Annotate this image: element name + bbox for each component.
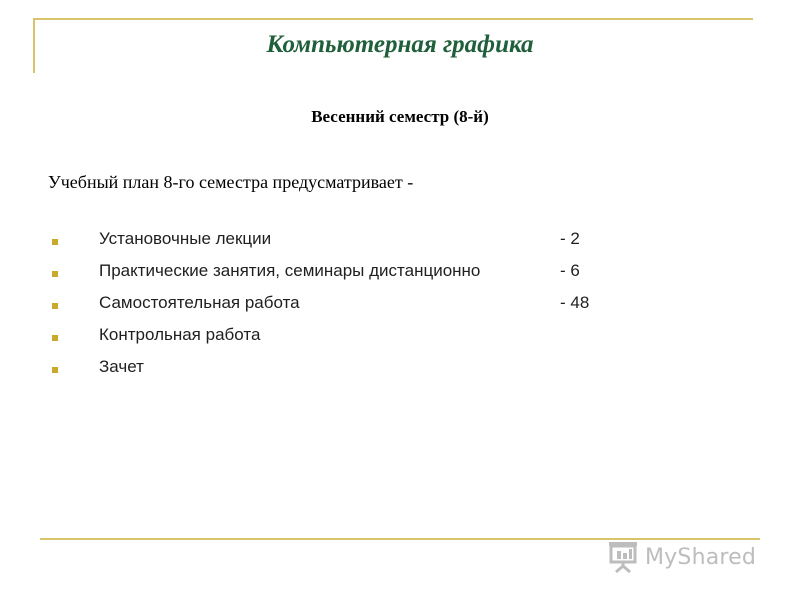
item-value: - 6	[560, 261, 580, 280]
item-value: - 48	[560, 293, 590, 312]
list-item	[48, 229, 648, 261]
bullet-icon	[52, 335, 58, 341]
list-item	[48, 293, 648, 325]
watermark-text: MyShared	[645, 544, 757, 570]
bullet-icon	[52, 367, 58, 373]
curriculum-list	[48, 229, 648, 389]
watermark-logo[interactable]	[607, 537, 767, 577]
bullet-icon	[52, 271, 58, 277]
item-label: Практические занятия, семинары дистанционно	[99, 261, 481, 280]
slide-title: Компьютерная графика	[266, 31, 534, 58]
top-divider	[33, 18, 753, 20]
bullet-icon	[52, 303, 58, 309]
intro-text: Учебный план 8-го семестра предусматривает -	[48, 172, 414, 192]
list-item	[48, 325, 648, 357]
item-label: Самостоятельная работа	[99, 293, 300, 312]
bullet-icon	[52, 239, 58, 245]
item-value: - 2	[560, 229, 580, 248]
item-label: Установочные лекции	[99, 229, 272, 248]
list-item	[48, 261, 648, 293]
presentation-board-icon	[607, 540, 639, 574]
slide-subtitle: Весенний семестр (8-й)	[311, 107, 489, 126]
item-label: Контрольная работа	[99, 325, 261, 344]
list-item	[48, 357, 648, 389]
item-label: Зачет	[99, 357, 144, 376]
